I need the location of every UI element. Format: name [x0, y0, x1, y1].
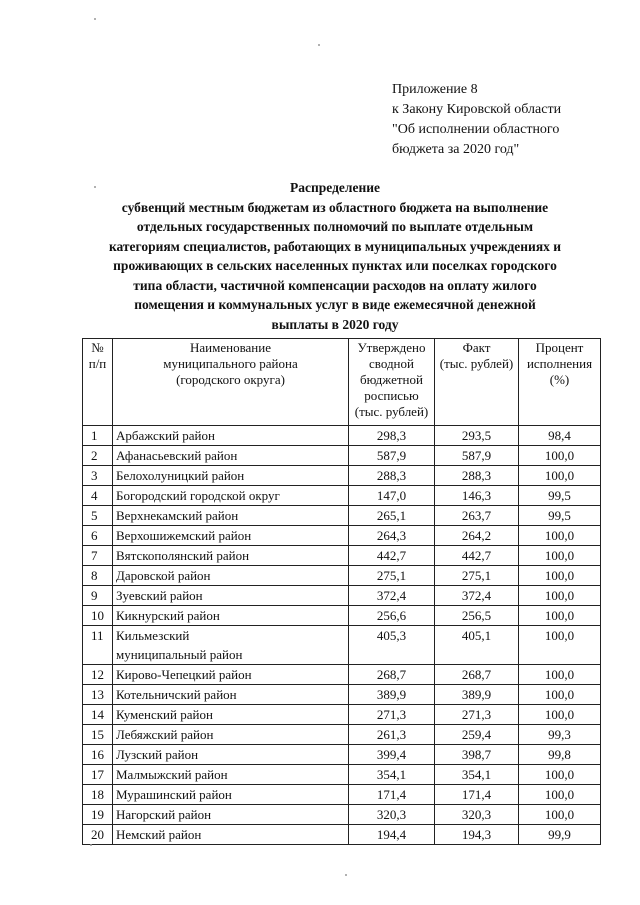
row-percent: 100,0: [519, 685, 601, 705]
scan-speck: [345, 874, 347, 876]
appendix-reference: [392, 80, 622, 160]
row-district-name: [113, 526, 349, 546]
row-percent: 100,0: [519, 665, 601, 685]
table-row: [83, 466, 601, 486]
district-name-line: Кильмезский: [116, 628, 190, 643]
row-fact: 398,7: [435, 745, 519, 765]
scan-speck: [90, 844, 92, 846]
row-fact: 194,3: [435, 825, 519, 845]
table-row: [83, 606, 601, 626]
row-percent: 99,3: [519, 725, 601, 745]
row-approved: 288,3: [349, 466, 435, 486]
row-district-name: [113, 805, 349, 825]
row-district-name: [113, 705, 349, 725]
row-percent: 98,4: [519, 426, 601, 446]
row-approved: 587,9: [349, 446, 435, 466]
header-name: [113, 339, 349, 426]
header-line: №: [91, 340, 104, 355]
row-number: 12: [83, 665, 113, 685]
row-number: 7: [83, 546, 113, 566]
header-line: Наименование: [190, 340, 271, 355]
row-fact: 256,5: [435, 606, 519, 626]
row-fact: 442,7: [435, 546, 519, 566]
row-percent: 100,0: [519, 785, 601, 805]
row-fact: 268,7: [435, 665, 519, 685]
row-percent: 100,0: [519, 805, 601, 825]
district-name-line: Котельничский район: [116, 687, 237, 702]
district-name-line: Вятскополянский район: [116, 548, 250, 563]
header-percent: [519, 339, 601, 426]
title-line: отдельных государственных полномочий по выплате отдельным: [136, 219, 534, 234]
header-line: (%): [549, 372, 570, 387]
title-line: помещения и коммунальных услуг в виде ежемесячной денежной: [134, 297, 536, 312]
row-approved: 399,4: [349, 745, 435, 765]
header-line: (тыс. рублей): [439, 356, 514, 371]
row-approved: 265,1: [349, 506, 435, 526]
row-approved: 194,4: [349, 825, 435, 845]
table-row: [83, 685, 601, 705]
table-row: [83, 665, 601, 685]
row-number: 6: [83, 526, 113, 546]
row-percent: 99,5: [519, 506, 601, 526]
row-approved: 405,3: [349, 626, 435, 665]
row-approved: 442,7: [349, 546, 435, 566]
row-district-name: [113, 426, 349, 446]
table-header-row: [83, 339, 601, 426]
row-fact: 288,3: [435, 466, 519, 486]
row-number: 8: [83, 566, 113, 586]
row-fact: 171,4: [435, 785, 519, 805]
row-fact: 320,3: [435, 805, 519, 825]
row-number: 5: [83, 506, 113, 526]
scan-speck: [318, 44, 320, 46]
title-line: проживающих в сельских населенных пунктах или поселках городского: [113, 258, 557, 273]
scan-speck: [94, 18, 96, 20]
row-percent: 100,0: [519, 705, 601, 725]
row-fact: 372,4: [435, 586, 519, 606]
district-name-line: Даровской район: [116, 568, 211, 583]
row-number: 4: [83, 486, 113, 506]
row-fact: 293,5: [435, 426, 519, 446]
row-fact: 264,2: [435, 526, 519, 546]
header-num: [83, 339, 113, 426]
row-number: 19: [83, 805, 113, 825]
row-fact: 275,1: [435, 566, 519, 586]
row-number: 10: [83, 606, 113, 626]
row-approved: 320,3: [349, 805, 435, 825]
table-row: [83, 566, 601, 586]
row-number: 3: [83, 466, 113, 486]
title-line: выплаты в 2020 году: [271, 316, 399, 332]
row-approved: 389,9: [349, 685, 435, 705]
row-fact: 271,3: [435, 705, 519, 725]
row-approved: 298,3: [349, 426, 435, 446]
row-number: 15: [83, 725, 113, 745]
table-row: [83, 745, 601, 765]
row-fact: 259,4: [435, 725, 519, 745]
header-line: росписью: [364, 388, 419, 403]
row-fact: 405,1: [435, 626, 519, 665]
row-district-name: [113, 745, 349, 765]
row-number: 2: [83, 446, 113, 466]
header-fact: [435, 339, 519, 426]
header-line: Утверждено: [357, 340, 426, 355]
table-row: [83, 765, 601, 785]
table-row: [83, 725, 601, 745]
district-name-line: Лузский район: [116, 747, 199, 762]
row-approved: 372,4: [349, 586, 435, 606]
header-line: п/п: [88, 356, 107, 371]
district-name-line: Кикнурский район: [116, 608, 220, 623]
row-approved: 268,7: [349, 665, 435, 685]
district-name-line: Нагорский район: [116, 807, 212, 822]
header-line: (тыс. рублей): [354, 404, 429, 419]
row-district-name: [113, 825, 349, 845]
appendix-line: бюджета за 2020 год": [392, 142, 520, 157]
row-approved: 354,1: [349, 765, 435, 785]
row-fact: 389,9: [435, 685, 519, 705]
row-district-name: [113, 486, 349, 506]
row-percent: 100,0: [519, 566, 601, 586]
district-name-line: Куменский район: [116, 707, 213, 722]
table-row: [83, 785, 601, 805]
row-number: 13: [83, 685, 113, 705]
district-name-line: Лебяжский район: [116, 727, 214, 742]
header-line: (городского округа): [176, 372, 285, 387]
row-district-name: [113, 566, 349, 586]
row-approved: 275,1: [349, 566, 435, 586]
table-row: [83, 705, 601, 725]
row-fact: 263,7: [435, 506, 519, 526]
district-name-line: Мурашинский район: [116, 787, 232, 802]
row-number: 18: [83, 785, 113, 805]
row-district-name: [113, 665, 349, 685]
district-name-line: Арбажский район: [116, 428, 215, 443]
table-row: [83, 546, 601, 566]
district-name-line: Верхнекамский район: [116, 508, 239, 523]
row-district-name: [113, 446, 349, 466]
title-line: типа области, частичной компенсации расходов на оплату жилого: [133, 277, 537, 293]
row-percent: 99,8: [519, 745, 601, 765]
district-name-line: Кирово-Чепецкий район: [116, 667, 252, 682]
table-body: [83, 426, 601, 845]
table-row: [83, 825, 601, 845]
district-name-line: Немский район: [116, 827, 202, 842]
table-row: [83, 506, 601, 526]
table-row: [83, 446, 601, 466]
title-line: Распределение: [289, 180, 381, 195]
row-percent: 100,0: [519, 606, 601, 626]
subvention-table: [82, 338, 601, 845]
header-line: Факт: [462, 340, 491, 355]
row-approved: 171,4: [349, 785, 435, 805]
scan-speck: [94, 186, 96, 188]
row-district-name: [113, 466, 349, 486]
row-number: 1: [83, 426, 113, 446]
table-row: [83, 626, 601, 665]
row-percent: 100,0: [519, 466, 601, 486]
row-district-name: [113, 725, 349, 745]
row-district-name: [113, 765, 349, 785]
row-district-name: [113, 606, 349, 626]
row-number: 16: [83, 745, 113, 765]
row-district-name: [113, 506, 349, 526]
row-percent: 100,0: [519, 546, 601, 566]
row-district-name: [113, 586, 349, 606]
row-fact: 354,1: [435, 765, 519, 785]
row-percent: 99,5: [519, 486, 601, 506]
header-approved: [349, 339, 435, 426]
row-percent: 100,0: [519, 526, 601, 546]
district-name-line: Зуевский район: [116, 588, 203, 603]
row-approved: 271,3: [349, 705, 435, 725]
appendix-line: "Об исполнении областного: [392, 122, 560, 137]
row-approved: 261,3: [349, 725, 435, 745]
row-number: 17: [83, 765, 113, 785]
header-line: Процент: [535, 340, 584, 355]
row-district-name: [113, 785, 349, 805]
row-percent: 100,0: [519, 765, 601, 785]
row-fact: 587,9: [435, 446, 519, 466]
district-name-line: Богородский городской округ: [116, 488, 280, 503]
district-name-line: муниципальный район: [116, 647, 243, 662]
district-name-line: Афанасьевский район: [116, 448, 238, 463]
row-approved: 264,3: [349, 526, 435, 546]
row-percent: 100,0: [519, 626, 601, 665]
title-line: субвенций местным бюджетам из областного бюджета на выполнение: [121, 199, 549, 215]
row-number: 9: [83, 586, 113, 606]
header-line: муниципального района: [163, 356, 298, 371]
document-title: [70, 178, 600, 334]
row-fact: 146,3: [435, 486, 519, 506]
table-row: [83, 526, 601, 546]
row-approved: 256,6: [349, 606, 435, 626]
title-line: категориям специалистов, работающих в муниципальных учреждениях и: [108, 238, 562, 254]
district-name-line: Малмыжский район: [116, 767, 228, 782]
district-name-line: Белохолуницкий район: [116, 468, 245, 483]
header-line: сводной: [369, 356, 414, 371]
row-number: 11: [83, 626, 113, 665]
header-line: бюджетной: [360, 372, 423, 387]
row-number: 20: [83, 825, 113, 845]
table-row: [83, 486, 601, 506]
table-row: [83, 426, 601, 446]
header-line: исполнения: [526, 356, 593, 371]
row-number: 14: [83, 705, 113, 725]
row-district-name: [113, 685, 349, 705]
row-percent: 100,0: [519, 586, 601, 606]
row-district-name: [113, 546, 349, 566]
row-percent: 99,9: [519, 825, 601, 845]
appendix-line: к Закону Кировской области: [392, 102, 562, 117]
row-approved: 147,0: [349, 486, 435, 506]
appendix-line: Приложение 8: [392, 82, 478, 97]
table-row: [83, 586, 601, 606]
row-percent: 100,0: [519, 446, 601, 466]
row-district-name: [113, 626, 349, 665]
table-row: [83, 805, 601, 825]
district-name-line: Верхошижемский район: [116, 528, 252, 543]
